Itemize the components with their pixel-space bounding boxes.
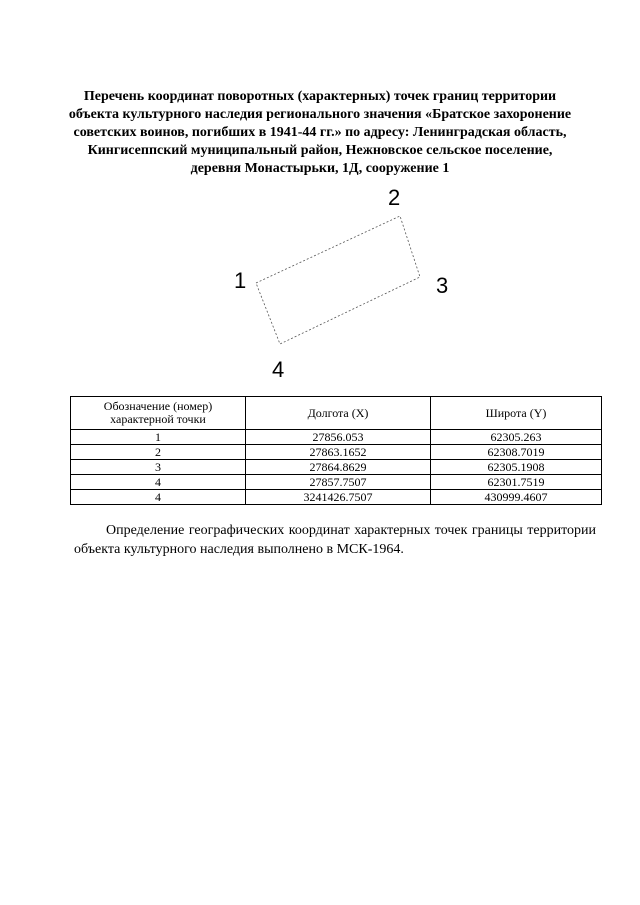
cell-x: 27856.053	[246, 430, 431, 445]
table-header-row	[71, 397, 602, 430]
cell-point: 1	[71, 430, 246, 445]
title-line: деревня Монастырьки, 1Д, сооружение 1	[190, 161, 450, 176]
title-line: советских воинов, погибших в 1941-44 гг.» по адресу: Ленинградская область,	[73, 125, 567, 140]
table-row	[71, 460, 602, 475]
point-label-2: 2	[388, 185, 401, 210]
header-y: Широта (Y)	[431, 397, 602, 430]
cell-y: 62308.7019	[431, 445, 602, 460]
cell-point: 2	[71, 445, 246, 460]
cell-x: 27863.1652	[246, 445, 431, 460]
title-line: объекта культурного наследия регионального значения «Братское захоронение	[68, 107, 572, 122]
cell-x: 27857.7507	[246, 475, 431, 490]
cell-y: 62305.263	[431, 430, 602, 445]
table-row	[71, 430, 602, 445]
cell-y: 62301.7519	[431, 475, 602, 490]
point-label-1: 1	[234, 268, 247, 293]
point-label-3: 3	[436, 273, 449, 298]
title-line: Кингисеппский муниципальный район, Нежновское сельское поселение,	[87, 143, 553, 158]
document-title	[60, 88, 580, 178]
title-line: Перечень координат поворотных (характерных) точек границ территории	[83, 89, 557, 104]
header-x: Долгота (X)	[246, 397, 431, 430]
cell-y: 62305.1908	[431, 460, 602, 475]
table-row	[71, 490, 602, 505]
note-paragraph: Определение географических координат характерных точек границы территории объекта культурного наследия выполнено в МСК-1964.	[74, 523, 596, 557]
boundary-polygon	[220, 180, 460, 380]
table-row	[71, 445, 602, 460]
point-label-4: 4	[272, 357, 285, 382]
cell-x: 3241426.7507	[246, 490, 431, 505]
boundary-diagram	[220, 180, 460, 380]
cell-x: 27864.8629	[246, 460, 431, 475]
cell-y: 430999.4607	[431, 490, 602, 505]
cell-point: 3	[71, 460, 246, 475]
cell-point: 4	[71, 475, 246, 490]
header-point: Обозначение (номер) характерной точки	[71, 397, 246, 430]
table-row	[71, 475, 602, 490]
coordinates-table	[70, 396, 602, 505]
cell-point: 4	[71, 490, 246, 505]
